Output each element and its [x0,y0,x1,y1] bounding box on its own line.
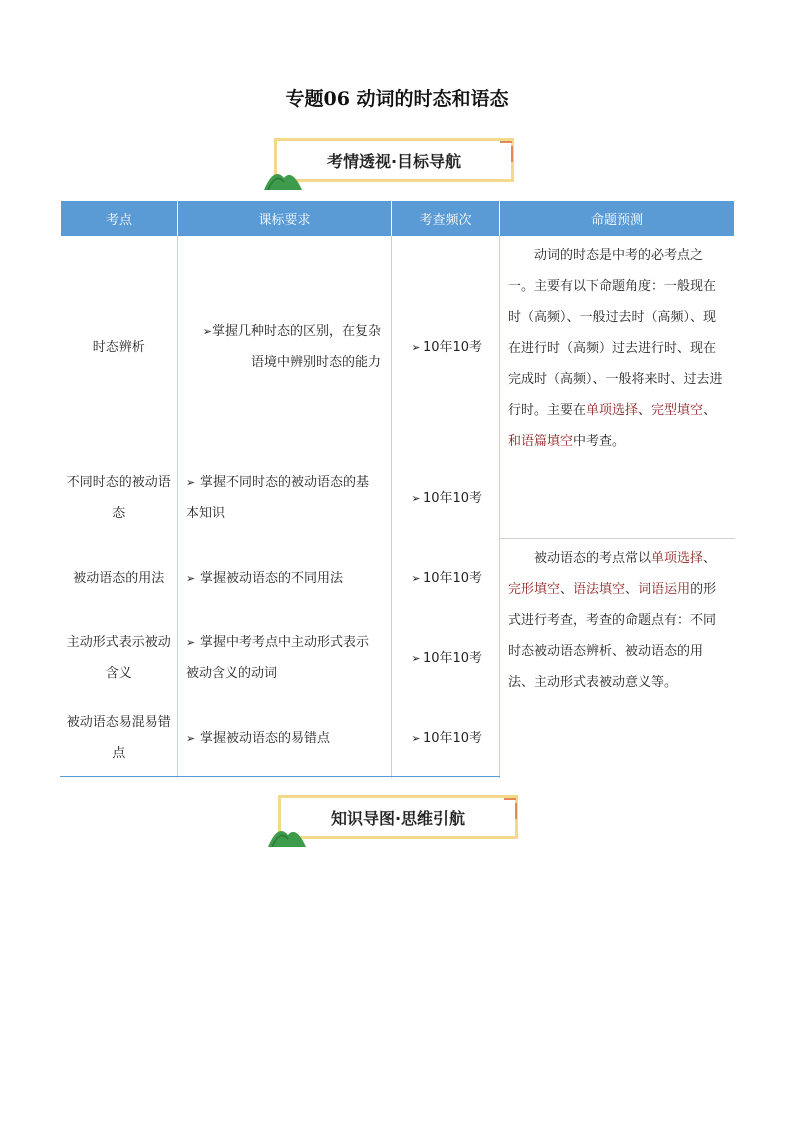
requirement-cell: ➢ 掌握不同时态的被动语态的基本知识 [178,458,392,538]
table-row [61,236,735,458]
table-row [61,538,735,618]
header-prediction: 命题预测 [500,201,735,236]
requirement-cell: ➢ 掌握中考考点中主动形式表示被动含义的动词 [178,618,392,698]
requirement-cell: ➢ 掌握被动语态的不同用法 [178,538,392,618]
hill-icon [262,164,306,190]
point-cell: 主动形式表示被动含义 [61,618,178,698]
frequency-cell: ➢ 10年10考 [392,698,500,778]
header-requirement: 课标要求 [178,201,392,236]
frequency-cell: ➢ 10年10考 [392,618,500,698]
point-cell: 时态辨析 [61,236,178,458]
exam-analysis-table [60,201,735,778]
section-banner-2 [272,793,532,853]
page-title: 专题06 动词的时态和语态 [285,88,509,110]
prediction-cell-1: 动词的时态是中考的必考点之一。主要有以下命题角度：一般现在时（高频）、一般过去时（高频）、现在进行时（高频）过去进行时、现在完成时（高频）、一般将来时、过去进行时。主要在单项选择、完型填空、和语篇填空中考查。 [508,248,723,449]
banner-title: 考情透视·目标导航 [274,138,514,182]
banner-corner-icon [498,138,518,168]
frequency-cell: ➢ 10年10考 [392,538,500,618]
requirement-cell: ➢掌握几种时态的区别，在复杂语境中辨别时态的能力 [178,236,392,458]
header-point: 考点 [61,201,178,236]
hill-icon [266,821,310,847]
frequency-cell: ➢ 10年10考 [392,236,500,458]
frequency-cell: ➢ 10年10考 [392,458,500,538]
section-banner-1 [268,136,528,196]
point-cell: 被动语态的用法 [61,538,178,618]
point-cell: 被动语态易混易错点 [61,698,178,778]
banner-corner-icon [502,795,522,825]
header-frequency: 考查频次 [392,201,500,236]
banner-title: 知识导图·思维引航 [278,795,518,839]
table-bottom-border [60,776,500,777]
prediction-cell-2: 被动语态的考点常以单项选择、完形填空、语法填空、词语运用的形式进行考查，考查的命题点有：不同时态被动语态辨析、被动语态的用法、主动形式表被动意义等。 [500,538,735,778]
point-cell: 不同时态的被动语态 [61,458,178,538]
requirement-cell: ➢ 掌握被动语态的易错点 [178,698,392,778]
